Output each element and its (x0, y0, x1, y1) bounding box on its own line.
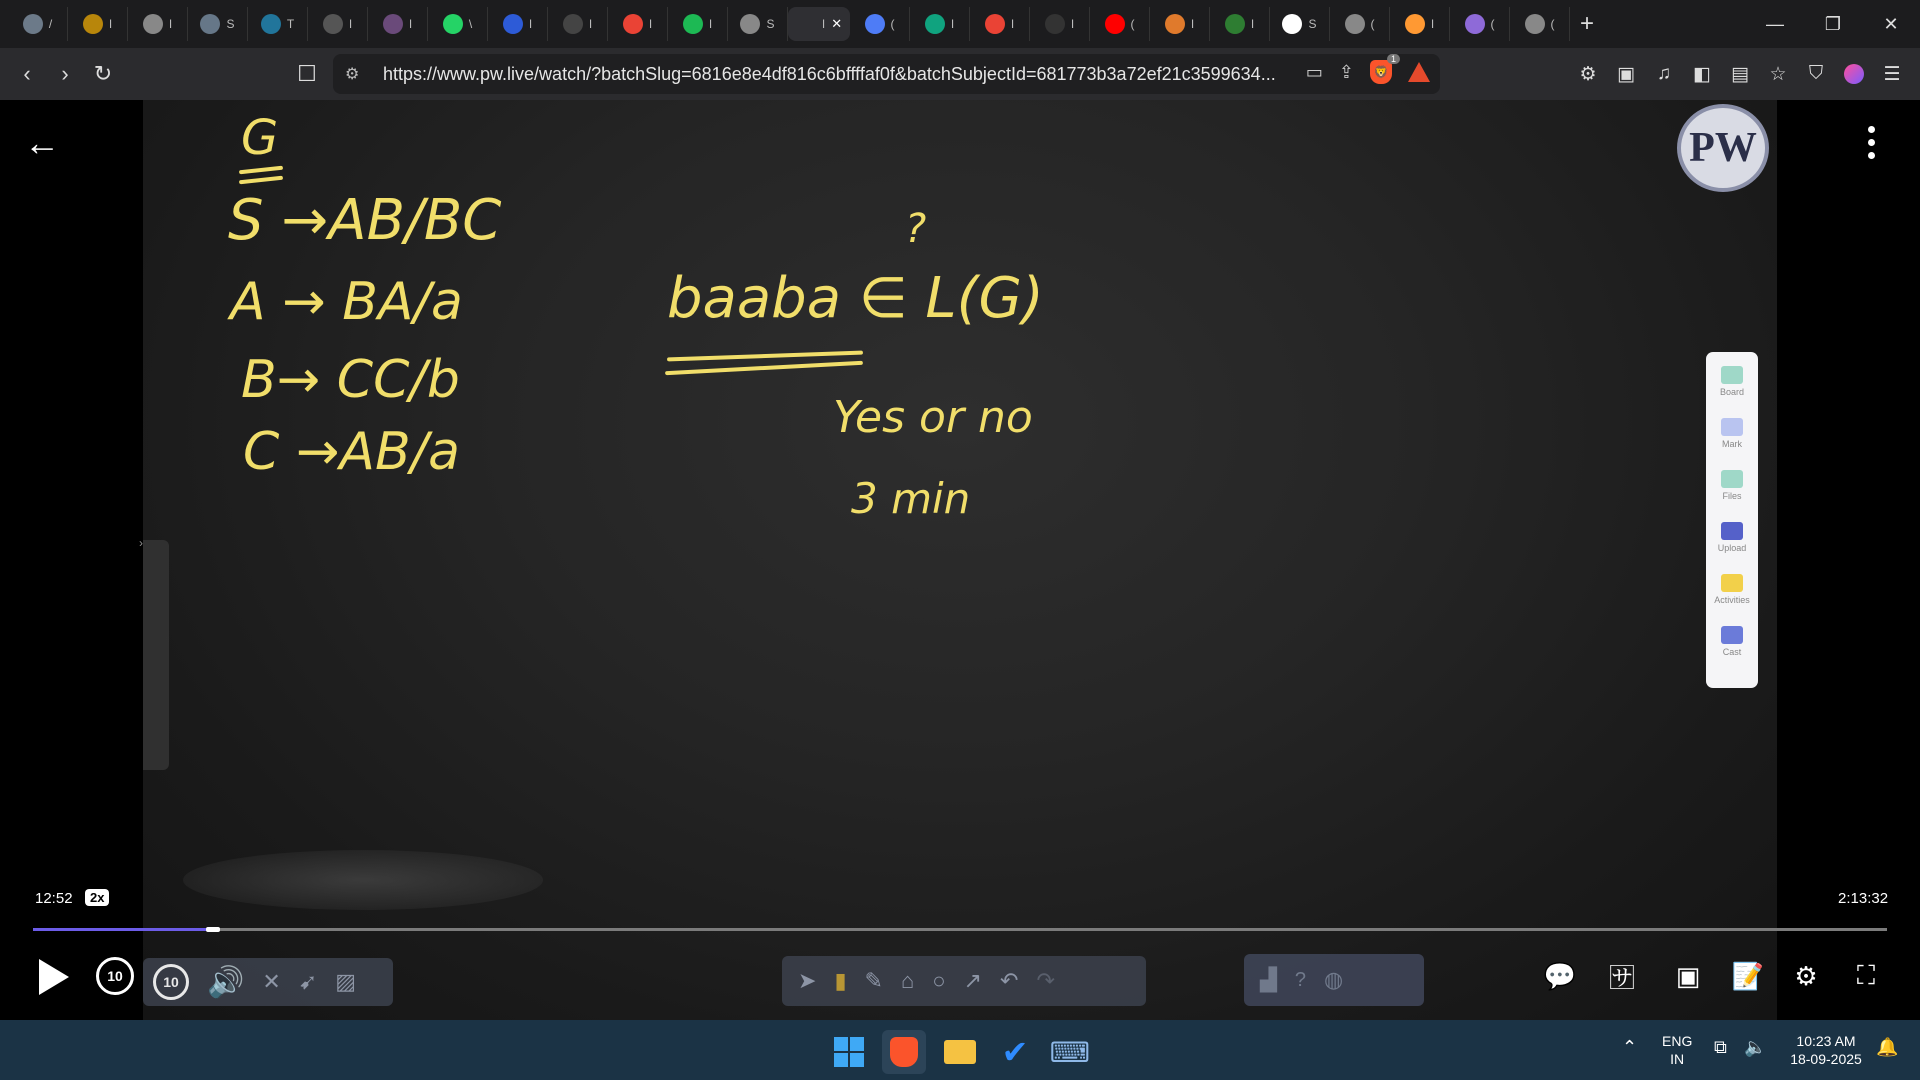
close-tab-icon[interactable]: ✕ (831, 16, 843, 31)
playback-speed-badge[interactable]: 2x (85, 889, 109, 906)
forward-icon[interactable]: › (61, 61, 69, 86)
tab-title-fragment: I (108, 17, 113, 31)
chat-icon (23, 14, 43, 34)
show-hidden-icons-chevron[interactable]: ⌃ (1622, 1037, 1638, 1057)
brave-taskbar-app[interactable] (882, 1030, 926, 1074)
collapse-panel-handle[interactable]: › (143, 540, 169, 770)
seek-bar-fill (33, 928, 213, 931)
reader-mode-icon[interactable]: ▣ (1617, 63, 1635, 85)
close-window-button[interactable]: ✕ (1883, 13, 1899, 34)
google-icon (623, 14, 643, 34)
line-icon[interactable]: ↗ (963, 968, 983, 993)
gemini-icon (865, 14, 885, 34)
tab-title-fragment: \ (468, 17, 473, 31)
video-call-icon[interactable]: ◍ (1324, 967, 1344, 992)
india-flag-icon (1405, 14, 1425, 34)
whiteboard-tool-board[interactable] (1720, 366, 1744, 410)
back-icon[interactable]: ‹ (23, 61, 31, 86)
region-code: IN (1670, 1051, 1685, 1067)
network-icon[interactable]: ⧉ (1714, 1037, 1727, 1057)
browser-tab[interactable] (1090, 7, 1150, 41)
tab-title-fragment: I (821, 17, 826, 31)
tab-title-fragment: S (1308, 17, 1317, 31)
tab-title-fragment: I (588, 17, 593, 31)
cast-icon[interactable]: ▭ (1305, 61, 1323, 82)
active-tab-icon (796, 14, 816, 34)
globe-icon (740, 14, 760, 34)
tab-title-fragment: I (528, 17, 533, 31)
bottom-left-tool-panel (143, 958, 393, 1006)
clock-time: 10:23 AM (1796, 1033, 1856, 1049)
windows-logo-icon (834, 1037, 864, 1067)
browser-tab[interactable] (608, 7, 668, 41)
brave-rewards-icon[interactable] (1408, 62, 1430, 82)
tab-title-fragment: I (348, 17, 353, 31)
question-icon[interactable]: ? (1294, 968, 1307, 991)
browser-tab[interactable] (368, 7, 428, 41)
bookmark-icon[interactable]: ☐ (297, 61, 317, 86)
time-limit: 3 min (851, 474, 971, 523)
site-icon (323, 14, 343, 34)
whiteboard-tool-activities[interactable] (1714, 574, 1750, 618)
browser-tab[interactable] (1330, 7, 1390, 41)
drawing-tools-panel (782, 956, 1146, 1006)
tab-title-fragment: I (1430, 17, 1435, 31)
tab-title-fragment: ( (1130, 17, 1135, 31)
pip-icon[interactable]: ▣ (1675, 960, 1701, 991)
whiteboard-tool-files[interactable] (1721, 470, 1743, 514)
tab-title-fragment: / (48, 17, 53, 31)
coin-icon (83, 14, 103, 34)
chart-icon (1225, 14, 1245, 34)
wordpress-icon (261, 14, 281, 34)
production-s: S →AB/BC (228, 188, 502, 253)
upload-icon (1721, 522, 1743, 540)
whiteboard-tool-label: Mark (1722, 439, 1742, 449)
notification-bell-icon[interactable]: 🔔 (1876, 1037, 1899, 1057)
leo-ai-icon[interactable] (1836, 56, 1872, 92)
volume-icon[interactable]: 🔊 (207, 965, 245, 999)
tab-title-fragment: ( (1550, 17, 1555, 31)
tab-title-fragment: S (766, 17, 775, 31)
tab-title-fragment: I (1250, 17, 1255, 31)
seek-bar[interactable] (33, 928, 1887, 931)
play-icon (39, 959, 69, 995)
cast-icon (1721, 626, 1743, 644)
tab-title-fragment: I (708, 17, 713, 31)
total-time: 2:13:32 (1838, 890, 1889, 907)
whatsapp-icon (443, 14, 463, 34)
browser-tab[interactable] (428, 7, 488, 41)
grammar-underline (239, 166, 283, 175)
whiteboard-tool-mark[interactable] (1721, 418, 1743, 462)
minimize-button[interactable]: — (1766, 13, 1784, 34)
browser-tab[interactable] (910, 7, 970, 41)
brave-shields-icon[interactable]: 🦁 1 (1370, 60, 1392, 84)
reload-icon[interactable]: ↻ (93, 61, 113, 86)
browser-tab[interactable] (970, 7, 1030, 41)
shape-icon[interactable]: ○ (932, 968, 946, 993)
menu-icon[interactable]: ☰ (1883, 63, 1901, 85)
tab-title-fragment: I (408, 17, 413, 31)
answer-prompt: Yes or no (833, 392, 1033, 443)
clock-date: 18-09-2025 (1790, 1051, 1862, 1067)
url-text: https://www.pw.live/watch/?batchSlug=6816e8e4df816c6bffffaf0f&batchSubjectId=681773b3a72ef21c3599634... (383, 63, 1276, 84)
wallet-icon[interactable]: ▤ (1731, 63, 1749, 85)
browser-tab[interactable] (188, 7, 248, 41)
vpn-shield-icon[interactable]: ⛉ (1808, 63, 1824, 84)
activities-icon (1721, 574, 1743, 592)
tab-title-fragment: I (1190, 17, 1195, 31)
notes-icon[interactable]: 📝 (1731, 960, 1765, 991)
production-c: C →AB/a (243, 422, 461, 482)
share-icon[interactable]: ⇪ (1338, 61, 1354, 82)
browser-tab[interactable] (8, 7, 68, 41)
address-bar-row (0, 48, 1920, 100)
browser-tab[interactable] (1150, 7, 1210, 41)
keyboard-app[interactable] (1048, 1030, 1092, 1074)
browser-tab[interactable] (248, 7, 308, 41)
checkmark-icon: ✔ (1001, 1034, 1029, 1070)
tab-title-fragment: I (1070, 17, 1075, 31)
tv-icon (1045, 14, 1065, 34)
seek-bar-thumb[interactable] (206, 927, 220, 932)
whiteboard-tool-label: Activities (1714, 595, 1750, 605)
browser-tab[interactable] (488, 7, 548, 41)
tab-title-fragment: I (648, 17, 653, 31)
browser-tab-strip (0, 0, 1920, 48)
more-options-icon[interactable] (1868, 126, 1875, 159)
start-button[interactable] (827, 1030, 871, 1074)
media-icon[interactable]: ♫ (1656, 63, 1672, 84)
tab-title-fragment: ( (890, 17, 895, 31)
image-icon[interactable]: ▨ (335, 969, 357, 994)
browser-tab[interactable] (668, 7, 728, 41)
globe-icon (143, 14, 163, 34)
site-icon (1465, 14, 1485, 34)
files-icon (1721, 470, 1743, 488)
production-a: A → BA/a (230, 272, 463, 332)
bookmark-icon (503, 14, 523, 34)
whiteboard-tool-upload[interactable] (1718, 522, 1747, 566)
spotify-icon (683, 14, 703, 34)
tools-icon[interactable]: ✕ (262, 969, 281, 994)
browser-tab[interactable] (1510, 7, 1570, 41)
shield-count: 1 (1387, 54, 1400, 64)
current-time: 12:52 (35, 890, 73, 907)
question-mark: ? (905, 206, 927, 252)
tab-title-fragment: T (286, 17, 295, 31)
pen-icon[interactable]: ✎ (864, 968, 883, 993)
browser-tab[interactable] (308, 7, 368, 41)
tab-title-fragment: ( (1490, 17, 1495, 31)
redo-icon[interactable]: ↷ (1036, 968, 1055, 993)
clock[interactable] (1786, 1032, 1866, 1068)
grammar-underline-2 (239, 176, 283, 185)
undo-icon[interactable]: ↶ (1000, 968, 1019, 993)
tab-title-fragment: S (226, 17, 235, 31)
tab-title-fragment: I (1010, 17, 1015, 31)
url-input[interactable] (333, 54, 1440, 94)
mark-icon (1721, 418, 1743, 436)
membership-question: baaba ∈ L(G) (667, 266, 1044, 331)
file-explorer-app[interactable] (938, 1030, 982, 1074)
back-arrow-icon[interactable]: ← (24, 122, 60, 163)
board-icon (1721, 366, 1743, 384)
youtube-icon (1105, 14, 1125, 34)
oclp-icon (563, 14, 583, 34)
tab-title-fragment: I (168, 17, 173, 31)
whiteboard-toolbar (1706, 352, 1758, 688)
windows-taskbar (0, 1020, 1920, 1080)
burger-icon (1165, 14, 1185, 34)
brave-icon (890, 1037, 918, 1067)
whiteboard-tool-label: Files (1722, 491, 1742, 501)
laser-icon[interactable]: ➹ (298, 969, 318, 994)
browser-tab[interactable] (1030, 7, 1090, 41)
whiteboard-tool-label: Cast (1722, 647, 1742, 657)
extensions-icon[interactable]: ⚙ (1579, 63, 1597, 85)
site-info-icon[interactable]: ⚙ (345, 66, 360, 83)
eraser-icon[interactable]: ⌂ (900, 968, 915, 993)
pw-logo: PW (1677, 104, 1769, 192)
browser-tab[interactable] (548, 7, 608, 41)
google-icon (985, 14, 1005, 34)
globe-icon (1345, 14, 1365, 34)
interaction-tools-panel (1244, 954, 1424, 1006)
grammar-label: G (241, 110, 279, 166)
browser-tab[interactable] (128, 7, 188, 41)
new-tab-button[interactable]: + (1580, 10, 1595, 37)
sidebar-icon[interactable]: ◧ (1693, 63, 1711, 85)
tab-title-fragment: ( (1370, 17, 1375, 31)
language-code: ENG (1662, 1033, 1693, 1049)
wikipedia-icon (1282, 14, 1302, 34)
browser-tab[interactable] (728, 7, 788, 41)
highlighter-icon[interactable]: ▮ (834, 968, 847, 993)
skip-forward-button[interactable]: 10 (153, 964, 189, 1000)
production-b: B→ CC/b (241, 350, 460, 410)
chat-icon[interactable]: 💬 (1543, 960, 1577, 991)
favorites-icon[interactable]: ☆ (1769, 63, 1787, 85)
pointer-icon[interactable]: ➤ (798, 968, 817, 993)
speaker-icon[interactable]: 🔈 (1744, 1037, 1767, 1057)
whiteboard-tool-label: Board (1719, 387, 1745, 397)
browser-tab[interactable] (1210, 7, 1270, 41)
play-button[interactable] (36, 957, 72, 997)
tab-title-fragment: I (950, 17, 955, 31)
browser-tab[interactable] (788, 7, 850, 41)
site-icon (383, 14, 403, 34)
language-indicator[interactable] (1662, 1032, 1692, 1068)
todo-app[interactable] (993, 1030, 1037, 1074)
question-underline-2 (665, 361, 863, 375)
globe-icon (200, 14, 220, 34)
browser-tab[interactable] (1450, 7, 1510, 41)
poll-icon[interactable]: ▟ (1260, 967, 1277, 992)
chatgpt-icon (925, 14, 945, 34)
question-underline (667, 351, 863, 362)
folder-icon (944, 1040, 976, 1064)
restore-button[interactable]: ❐ (1824, 13, 1842, 34)
translate-icon[interactable]: 🈂 (1608, 962, 1635, 993)
settings-gear-icon[interactable]: ⚙ (1794, 960, 1818, 991)
fullscreen-icon[interactable]: ⛶ (1856, 960, 1876, 990)
whiteboard-tool-label: Upload (1717, 543, 1747, 553)
browser-tab[interactable] (1270, 7, 1330, 41)
video-player[interactable] (0, 100, 1920, 1020)
browser-tab[interactable] (68, 7, 128, 41)
keyboard-icon: ⌨ (1049, 1036, 1091, 1068)
whiteboard-tool-cast[interactable] (1721, 626, 1743, 670)
globe-icon (1525, 14, 1545, 34)
browser-tab[interactable] (850, 7, 910, 41)
browser-tab[interactable] (1390, 7, 1450, 41)
whiteboard-video-frame (143, 100, 1777, 1020)
skip-back-button[interactable]: 10 (96, 957, 134, 995)
